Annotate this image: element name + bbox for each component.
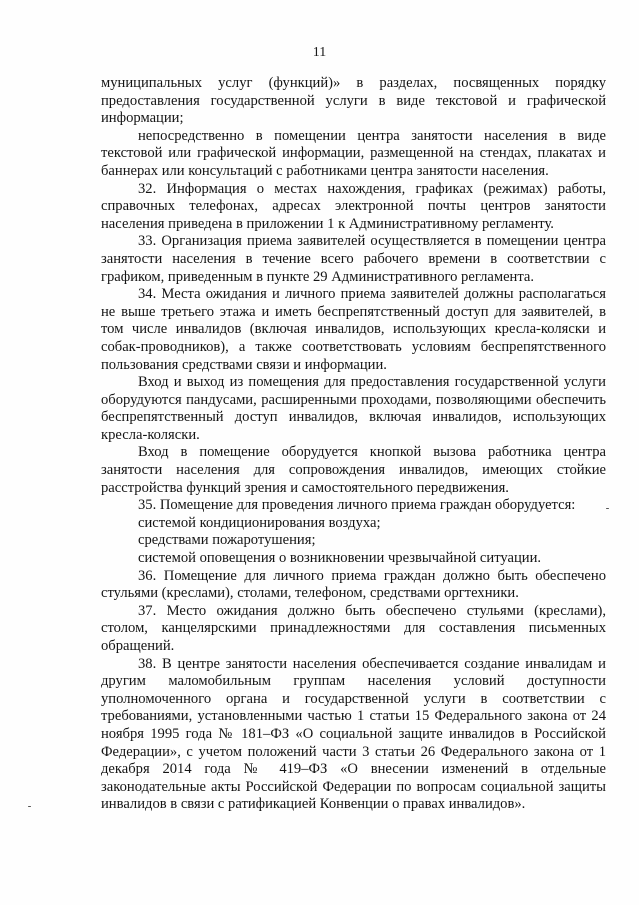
paragraph-item-32: 32. Информация о местах нахождения, графиках (режимах) работы, справочных телефонах, адресах электронной почты центров занятости населения приведена в приложении 1 к Административному регламенту. [101, 180, 606, 232]
scan-speck [606, 508, 609, 509]
paragraph: Вход и выход из помещения для предоставления государственной услуги оборудуются пандусами, расширенными проходами, позволяющими обеспечить беспрепятственный доступ инвалидов, включая инвалидов, использующих кресла-коляски. [101, 374, 606, 443]
paragraph-item-34: 34. Места ожидания и личного приема заявителей должны располагаться не выше третьего этажа и иметь беспрепятственный доступ для заявителей, в том числе инвалидов (включая инвалидов, использующих кресла-коляски и собак-проводников), а также соответствовать условиям беспрепятственного пользования средствами связи и информации. [101, 286, 606, 373]
paragraph-item-37: 37. Место ожидания должно быть обеспечено стульями (креслами), столом, канцелярскими принадлежностями для составления письменных обращений. [101, 602, 606, 654]
paragraph-item-38: 38. В центре занятости населения обеспечивается создание инвалидам и другим маломобильным группам населения условий доступности уполномоченного органа и государственной услуги в соответствии с требованиями, установленными частью 1 статьи 15 Федерального закона от 24 ноября 1995 года № 181–ФЗ «О социальной защите инвалидов в Российской Федерации», с учетом положений части 3 статьи 26 Федерального закона от 1 декабря 2014 года № 419–ФЗ «О внесении изменений в отдельные законодательные акты Российской Федерации по вопросам социальной защиты инвалидов в связи с ратификацией Конвенции о правах инвалидов». [101, 655, 606, 813]
paragraph: Вход в помещение оборудуется кнопкой вызова работника центра занятости населения для сопровождения инвалидов, имеющих стойкие расстройства функций зрения и самостоятельного передвижения. [101, 444, 606, 496]
list-item: системой кондиционирования воздуха; [138, 514, 381, 531]
paragraph-item-35: 35. Помещение для проведения личного приема граждан оборудуется: [138, 497, 576, 514]
paragraph-item-33: 33. Организация приема заявителей осуществляется в помещении центра занятости населения в течение всего рабочего времени в соответствии с графиком, приведенным в пункте 29 Административного регламента. [101, 233, 606, 285]
paragraph: муниципальных услуг (функций)» в разделах, посвященных порядку предоставления государственной услуги в виде текстовой и графической информации; [101, 75, 606, 127]
document-body [101, 75, 606, 814]
paragraph: непосредственно в помещении центра занятости населения в виде текстовой или графической информации, размещенной на стендах, плакатах и баннерах или консультаций с работниками центра занятости населения. [101, 127, 606, 179]
page-number: 11 [312, 45, 327, 60]
list-item: средствами пожаротушения; [138, 532, 316, 549]
scan-speck [28, 806, 31, 807]
list-item: системой оповещения о возникновении чрезвычайной ситуации. [138, 550, 542, 567]
paragraph-item-36: 36. Помещение для личного приема граждан должно быть обеспечено стульями (креслами), столами, телефоном, средствами оргтехники. [101, 567, 606, 602]
